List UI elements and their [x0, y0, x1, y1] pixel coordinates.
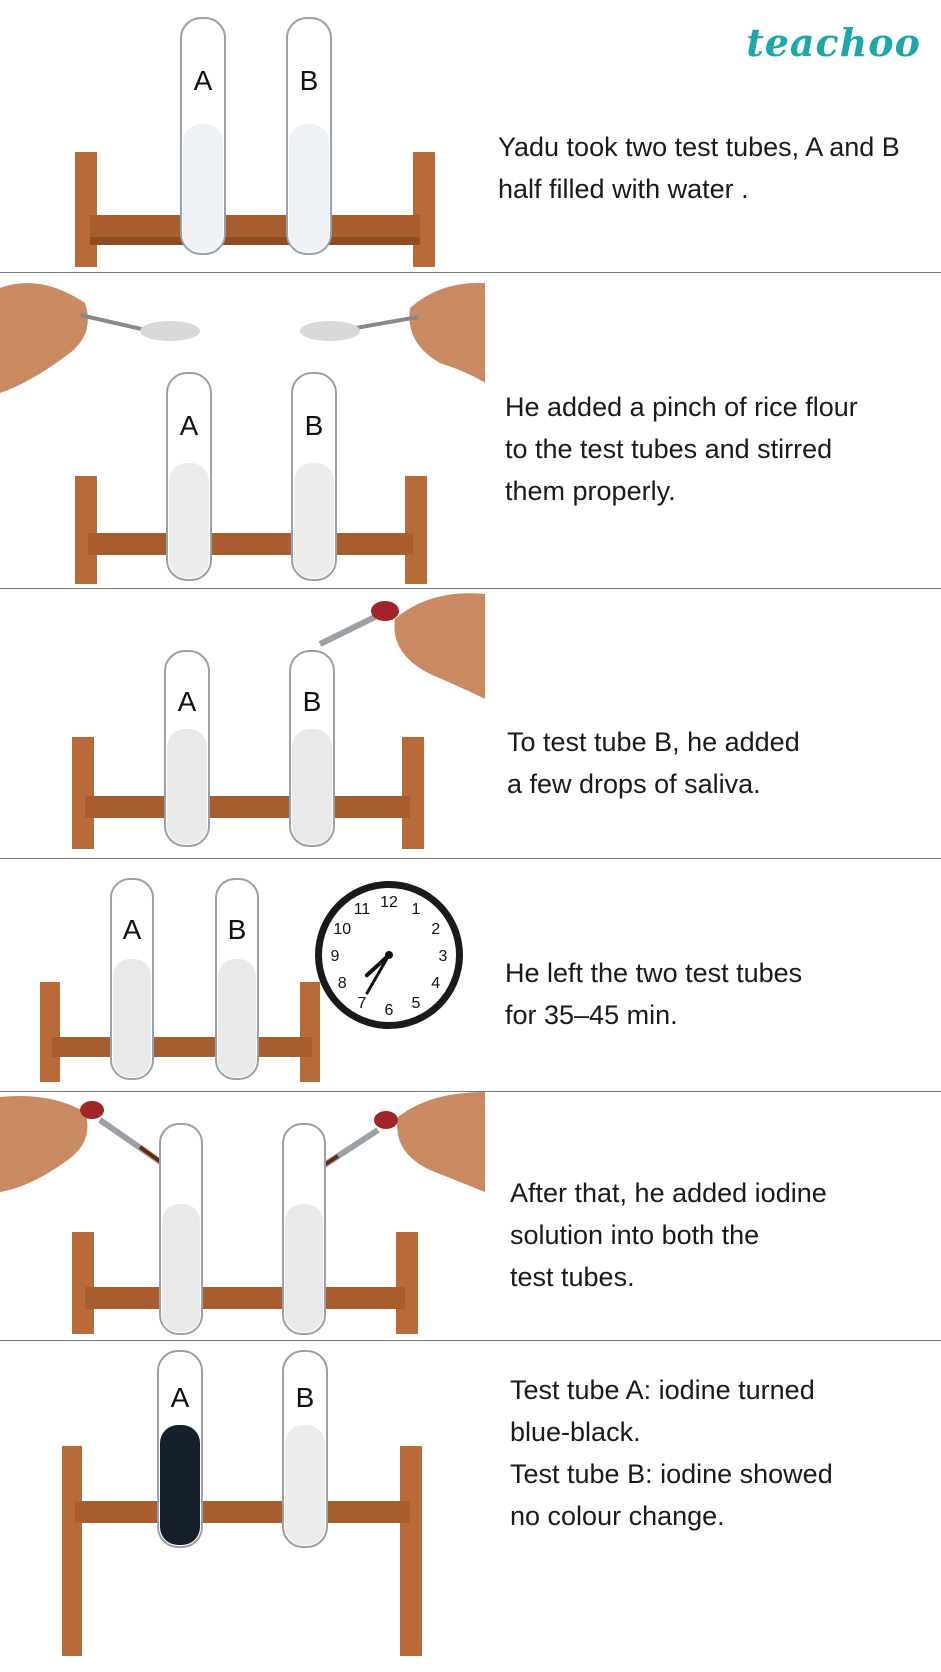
left-spoon — [80, 315, 200, 341]
teachoo-logo: teachoo — [746, 20, 921, 65]
test-tube-b — [290, 651, 334, 846]
clock-icon — [315, 881, 463, 1029]
test-tube-b — [292, 373, 336, 580]
caption-line: to the test tubes and stirred — [505, 434, 833, 464]
clock-number: 2 — [431, 921, 441, 938]
caption-line: blue-black. — [510, 1417, 641, 1447]
right-hand — [409, 283, 485, 383]
test-tube-rack — [75, 152, 435, 267]
clock-number: 3 — [438, 948, 448, 965]
step-6-panel — [0, 1341, 941, 1672]
caption-line: To test tube B, he added — [507, 727, 800, 757]
step-5-caption — [510, 1172, 827, 1298]
caption-line: He added a pinch of rice flour — [505, 392, 858, 422]
tube-b-label: B — [299, 65, 319, 96]
test-tube-a — [158, 1351, 202, 1547]
caption-line: test tubes. — [510, 1262, 635, 1292]
caption-line: solution into both the — [510, 1220, 760, 1250]
clock-number: 12 — [380, 894, 398, 911]
caption-line: a few drops of saliva. — [507, 769, 761, 799]
tube-a-label: A — [122, 914, 142, 945]
step-1-caption — [498, 126, 900, 210]
tube-a-label: A — [193, 65, 213, 96]
right-hand — [397, 1092, 485, 1192]
left-hand — [0, 1096, 88, 1192]
step-4-caption — [505, 952, 802, 1036]
right-spoon — [300, 317, 418, 341]
step-2-panel — [0, 273, 941, 589]
tube-b-label: B — [302, 686, 322, 717]
caption-line: them properly. — [505, 476, 676, 506]
caption-line: half filled with water . — [498, 174, 749, 204]
tube-a-label: A — [170, 1382, 190, 1413]
step-1-panel — [0, 0, 941, 273]
test-tube-b — [283, 1124, 325, 1334]
tube-b-label: B — [304, 410, 324, 441]
step-2-caption — [505, 386, 858, 512]
tube-b-label: B — [295, 1382, 315, 1413]
caption-line: After that, he added iodine — [510, 1178, 827, 1208]
step-4-panel — [0, 859, 941, 1092]
test-tube-b — [283, 1351, 327, 1547]
tube-b-label: B — [227, 914, 247, 945]
step-3-illustration — [0, 589, 941, 858]
test-tube-rack — [75, 476, 427, 584]
test-tube-a — [167, 373, 211, 580]
tube-a-label: A — [177, 686, 197, 717]
clock-number: 9 — [330, 948, 340, 965]
left-hand — [0, 283, 88, 393]
clock-number: 7 — [357, 994, 367, 1012]
clock-number: 11 — [353, 901, 371, 919]
step-6-caption — [510, 1369, 833, 1537]
test-tube-rack — [62, 1446, 422, 1656]
test-tube-a — [165, 651, 209, 846]
caption-line: He left the two test tubes — [505, 958, 803, 988]
clock-number: 5 — [411, 994, 421, 1012]
caption-line: Yadu took two test tubes, A and B — [498, 132, 900, 162]
clock-number: 6 — [384, 1002, 394, 1019]
step-3-panel — [0, 589, 941, 859]
caption-line: Test tube B: iodine showed — [510, 1459, 833, 1489]
right-hand — [394, 593, 485, 699]
caption-line: Test tube A: iodine turned — [510, 1375, 815, 1405]
tube-a-label: A — [179, 410, 199, 441]
test-tube-rack — [72, 1232, 418, 1334]
test-tube-a — [181, 18, 225, 254]
test-tube-b — [287, 18, 331, 254]
caption-line: for 35–45 min. — [505, 1000, 678, 1030]
step-3-caption — [507, 721, 800, 805]
step-5-panel — [0, 1092, 941, 1341]
clock-number: 1 — [411, 901, 421, 919]
caption-line: no colour change. — [510, 1501, 725, 1531]
clock-number: 8 — [337, 975, 347, 992]
clock-number: 10 — [333, 921, 352, 938]
clock-number: 4 — [431, 975, 441, 992]
test-tube-rack — [40, 982, 320, 1082]
test-tube-a — [111, 879, 153, 1079]
test-tube-a — [160, 1124, 202, 1334]
test-tube-rack — [72, 737, 424, 849]
test-tube-b — [216, 879, 258, 1079]
